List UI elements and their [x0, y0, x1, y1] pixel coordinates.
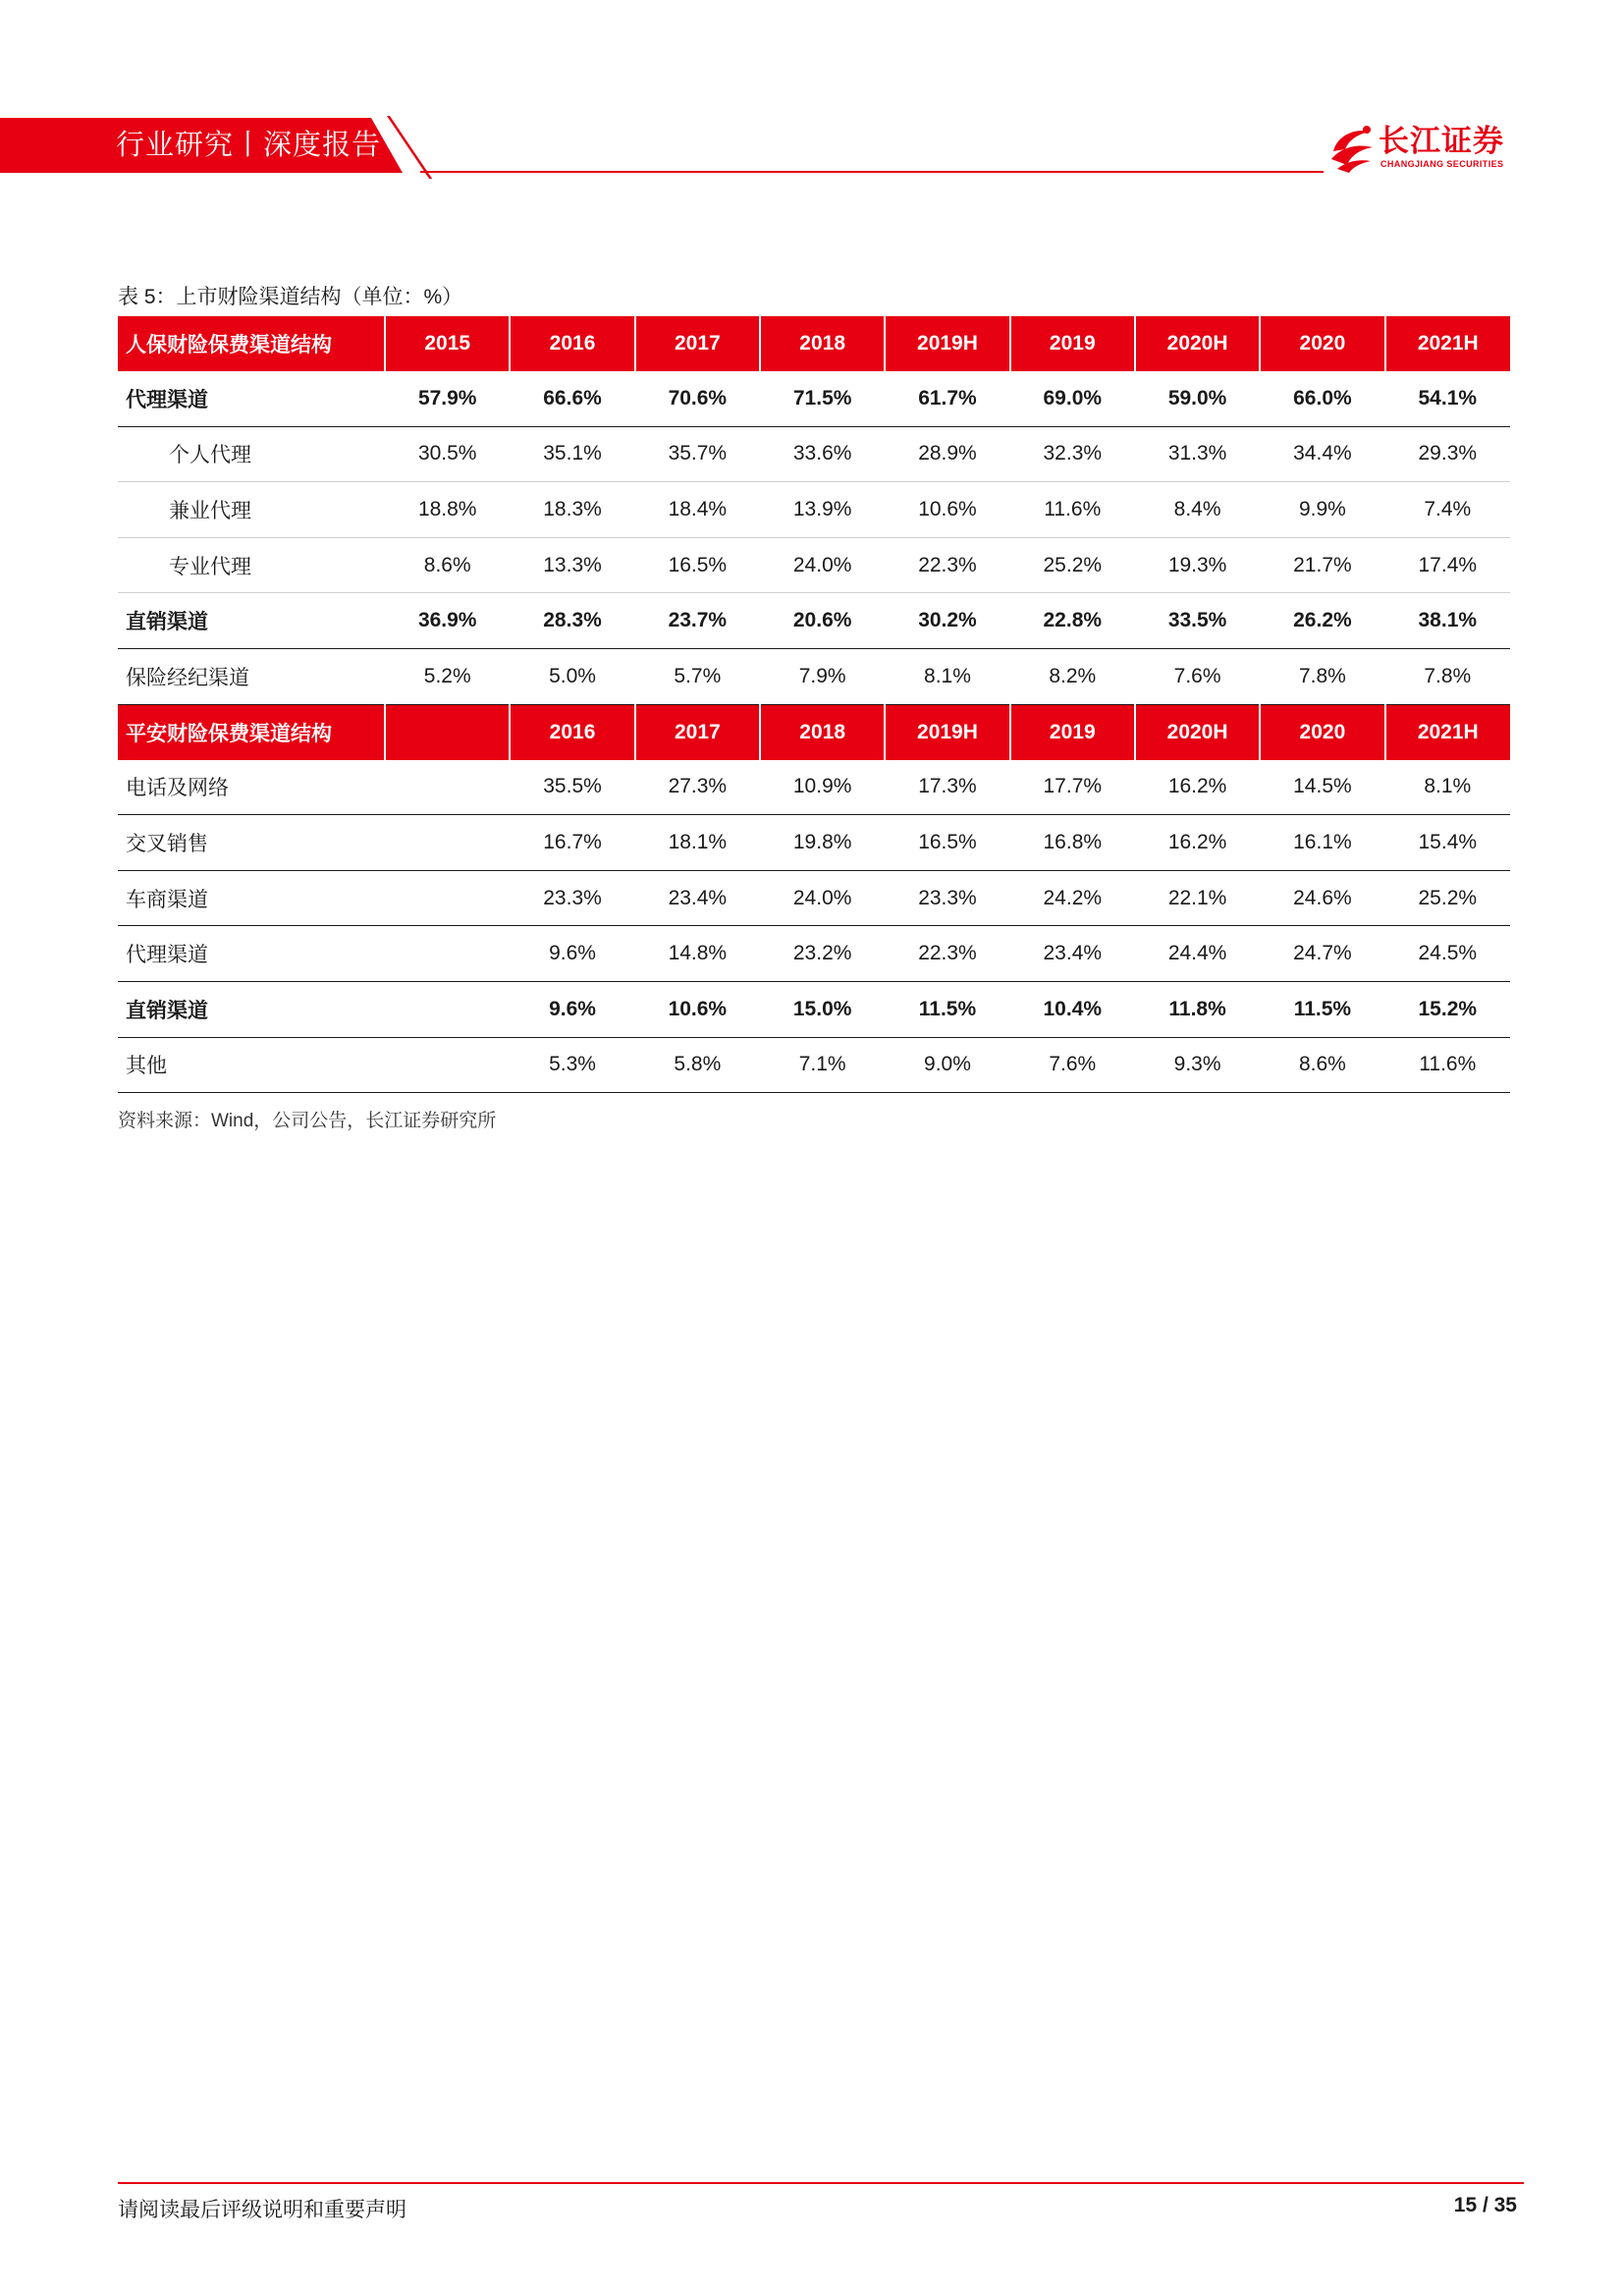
value-cell: 18.4%: [635, 482, 760, 538]
value-cell: 20.6%: [760, 593, 885, 649]
row-label-cell: 交叉销售: [118, 815, 385, 871]
value-cell: 66.0%: [1260, 371, 1384, 426]
header-rule: [420, 171, 1324, 173]
year-header-cell: 2020: [1260, 316, 1384, 371]
value-cell: 11.6%: [1010, 482, 1135, 538]
value-cell: 61.7%: [885, 371, 1009, 426]
value-cell: 23.4%: [1010, 926, 1135, 982]
value-cell: 16.2%: [1135, 815, 1260, 871]
value-cell: 36.9%: [385, 593, 510, 649]
value-cell: 13.9%: [760, 482, 885, 538]
year-header-cell: 2017: [635, 316, 760, 371]
value-cell: 11.5%: [885, 981, 1009, 1037]
value-cell: 23.3%: [885, 870, 1009, 926]
logo-emblem-icon: [1327, 122, 1377, 173]
value-cell: 57.9%: [385, 371, 510, 426]
channel-structure-table: [118, 316, 1510, 1093]
value-cell: 7.6%: [1135, 648, 1260, 704]
value-cell: 22.3%: [885, 537, 1009, 593]
value-cell: 28.9%: [885, 426, 1009, 482]
page-number: 15 / 35: [1453, 2194, 1517, 2216]
value-cell: 16.1%: [1260, 815, 1384, 871]
value-cell: 22.8%: [1010, 593, 1135, 649]
value-cell: [385, 815, 510, 871]
value-cell: 34.4%: [1260, 426, 1384, 482]
value-cell: 17.3%: [885, 760, 1009, 815]
row-label-cell: 车商渠道: [118, 870, 385, 926]
year-header-cell: 2020H: [1135, 704, 1260, 760]
value-cell: 22.3%: [885, 926, 1009, 982]
year-header-cell: [385, 704, 510, 760]
table-row: [118, 926, 1510, 982]
year-header-cell: 2015: [385, 316, 510, 371]
value-cell: 9.9%: [1260, 482, 1384, 538]
pingan-header-row: [118, 704, 1510, 760]
row-label-cell: 代理渠道: [118, 371, 385, 426]
value-cell: 22.1%: [1135, 870, 1260, 926]
value-cell: 23.2%: [760, 926, 885, 982]
value-cell: 25.2%: [1385, 870, 1510, 926]
value-cell: 54.1%: [1385, 371, 1510, 426]
value-cell: 24.5%: [1385, 926, 1510, 982]
value-cell: 14.8%: [635, 926, 760, 982]
value-cell: 29.3%: [1385, 426, 1510, 482]
value-cell: 27.3%: [635, 760, 760, 815]
value-cell: 7.4%: [1385, 482, 1510, 538]
value-cell: 24.7%: [1260, 926, 1384, 982]
value-cell: 11.5%: [1260, 981, 1384, 1037]
row-label-cell: 直销渠道: [118, 593, 385, 649]
data-source-note: 资料来源：Wind，公司公告，长江证券研究所: [118, 1111, 497, 1131]
value-cell: [385, 926, 510, 982]
value-cell: 35.7%: [635, 426, 760, 482]
value-cell: 26.2%: [1260, 593, 1384, 649]
table-row: [118, 537, 1510, 593]
value-cell: 11.6%: [1385, 1037, 1510, 1093]
value-cell: 10.9%: [760, 760, 885, 815]
value-cell: 18.1%: [635, 815, 760, 871]
value-cell: 33.6%: [760, 426, 885, 482]
year-header-cell: 2017: [635, 704, 760, 760]
value-cell: 7.8%: [1260, 648, 1384, 704]
row-label-cell: 直销渠道: [118, 981, 385, 1037]
year-header-cell: 2016: [510, 704, 634, 760]
row-label-cell: 代理渠道: [118, 926, 385, 982]
table-row: [118, 482, 1510, 538]
value-cell: 30.5%: [385, 426, 510, 482]
disclaimer-note: 请阅读最后评级说明和重要声明: [118, 2199, 406, 2221]
section-title-cell: 平安财险保费渠道结构: [118, 704, 385, 760]
value-cell: 71.5%: [760, 371, 885, 426]
value-cell: 8.6%: [1260, 1037, 1384, 1093]
value-cell: 11.8%: [1135, 981, 1260, 1037]
value-cell: 30.2%: [885, 593, 1009, 649]
value-cell: 23.3%: [510, 870, 634, 926]
value-cell: 17.4%: [1385, 537, 1510, 593]
value-cell: 35.1%: [510, 426, 634, 482]
value-cell: 17.7%: [1010, 760, 1135, 815]
value-cell: 14.5%: [1260, 760, 1384, 815]
value-cell: 16.2%: [1135, 760, 1260, 815]
value-cell: 23.4%: [635, 870, 760, 926]
logo-chinese-name: 长江证券: [1379, 124, 1504, 158]
value-cell: 19.3%: [1135, 537, 1260, 593]
value-cell: [385, 1037, 510, 1093]
year-header-cell: 2018: [760, 704, 885, 760]
table-row: [118, 426, 1510, 482]
value-cell: 66.6%: [510, 371, 634, 426]
value-cell: 7.6%: [1010, 1037, 1135, 1093]
value-cell: 13.3%: [510, 537, 634, 593]
table-row: [118, 593, 1510, 649]
row-label-cell: 其他: [118, 1037, 385, 1093]
value-cell: 35.5%: [510, 760, 634, 815]
year-header-cell: 2018: [760, 316, 885, 371]
year-header-cell: 2019: [1010, 704, 1135, 760]
value-cell: 15.4%: [1385, 815, 1510, 871]
value-cell: 18.3%: [510, 482, 634, 538]
table-row: [118, 648, 1510, 704]
value-cell: 8.6%: [385, 537, 510, 593]
table-row: [118, 760, 1510, 815]
value-cell: 10.4%: [1010, 981, 1135, 1037]
value-cell: 59.0%: [1135, 371, 1260, 426]
value-cell: 8.1%: [1385, 760, 1510, 815]
value-cell: [385, 760, 510, 815]
value-cell: [385, 981, 510, 1037]
logo-english-name: CHANGJIANG SECURITIES: [1380, 159, 1504, 169]
value-cell: 19.8%: [760, 815, 885, 871]
value-cell: 33.5%: [1135, 593, 1260, 649]
value-cell: 32.3%: [1010, 426, 1135, 482]
value-cell: 24.0%: [760, 537, 885, 593]
value-cell: 16.5%: [635, 537, 760, 593]
value-cell: 5.3%: [510, 1037, 634, 1093]
value-cell: 16.5%: [885, 815, 1009, 871]
value-cell: 24.6%: [1260, 870, 1384, 926]
value-cell: 9.6%: [510, 981, 634, 1037]
section-title-cell: 人保财险保费渠道结构: [118, 316, 385, 371]
footer-rule: [118, 2182, 1524, 2184]
value-cell: 8.1%: [885, 648, 1009, 704]
year-header-cell: 2019: [1010, 316, 1135, 371]
row-label-cell: 兼业代理: [118, 482, 385, 538]
renbao-header-row: [118, 316, 1510, 371]
year-header-cell: 2019H: [885, 704, 1009, 760]
table-caption: 表 5：上市财险渠道结构（单位：%）: [118, 286, 463, 308]
value-cell: 5.2%: [385, 648, 510, 704]
value-cell: 5.0%: [510, 648, 634, 704]
year-header-cell: 2021H: [1385, 704, 1510, 760]
row-label-cell: 保险经纪渠道: [118, 648, 385, 704]
value-cell: 28.3%: [510, 593, 634, 649]
value-cell: 38.1%: [1385, 593, 1510, 649]
table-row: [118, 981, 1510, 1037]
report-section-title: 行业研究丨深度报告: [116, 130, 382, 161]
value-cell: 8.2%: [1010, 648, 1135, 704]
value-cell: 15.2%: [1385, 981, 1510, 1037]
table-row: [118, 815, 1510, 871]
row-label-cell: 个人代理: [118, 426, 385, 482]
value-cell: 10.6%: [635, 981, 760, 1037]
year-header-cell: 2021H: [1385, 316, 1510, 371]
value-cell: 23.7%: [635, 593, 760, 649]
value-cell: 5.7%: [635, 648, 760, 704]
value-cell: 16.8%: [1010, 815, 1135, 871]
value-cell: 7.9%: [760, 648, 885, 704]
value-cell: 10.6%: [885, 482, 1009, 538]
value-cell: 9.6%: [510, 926, 634, 982]
value-cell: 15.0%: [760, 981, 885, 1037]
company-logo: [1327, 122, 1534, 177]
value-cell: [385, 870, 510, 926]
value-cell: 16.7%: [510, 815, 634, 871]
table-row: [118, 1037, 1510, 1093]
value-cell: 70.6%: [635, 371, 760, 426]
value-cell: 7.1%: [760, 1037, 885, 1093]
value-cell: 8.4%: [1135, 482, 1260, 538]
row-label-cell: 专业代理: [118, 537, 385, 593]
year-header-cell: 2019H: [885, 316, 1009, 371]
value-cell: 9.3%: [1135, 1037, 1260, 1093]
value-cell: 69.0%: [1010, 371, 1135, 426]
value-cell: 21.7%: [1260, 537, 1384, 593]
table-row: [118, 371, 1510, 426]
value-cell: 5.8%: [635, 1037, 760, 1093]
value-cell: 25.2%: [1010, 537, 1135, 593]
year-header-cell: 2016: [510, 316, 634, 371]
value-cell: 18.8%: [385, 482, 510, 538]
value-cell: 24.0%: [760, 870, 885, 926]
table-row: [118, 870, 1510, 926]
value-cell: 24.2%: [1010, 870, 1135, 926]
value-cell: 24.4%: [1135, 926, 1260, 982]
value-cell: 31.3%: [1135, 426, 1260, 482]
year-header-cell: 2020: [1260, 704, 1384, 760]
row-label-cell: 电话及网络: [118, 760, 385, 815]
year-header-cell: 2020H: [1135, 316, 1260, 371]
value-cell: 7.8%: [1385, 648, 1510, 704]
value-cell: 9.0%: [885, 1037, 1009, 1093]
